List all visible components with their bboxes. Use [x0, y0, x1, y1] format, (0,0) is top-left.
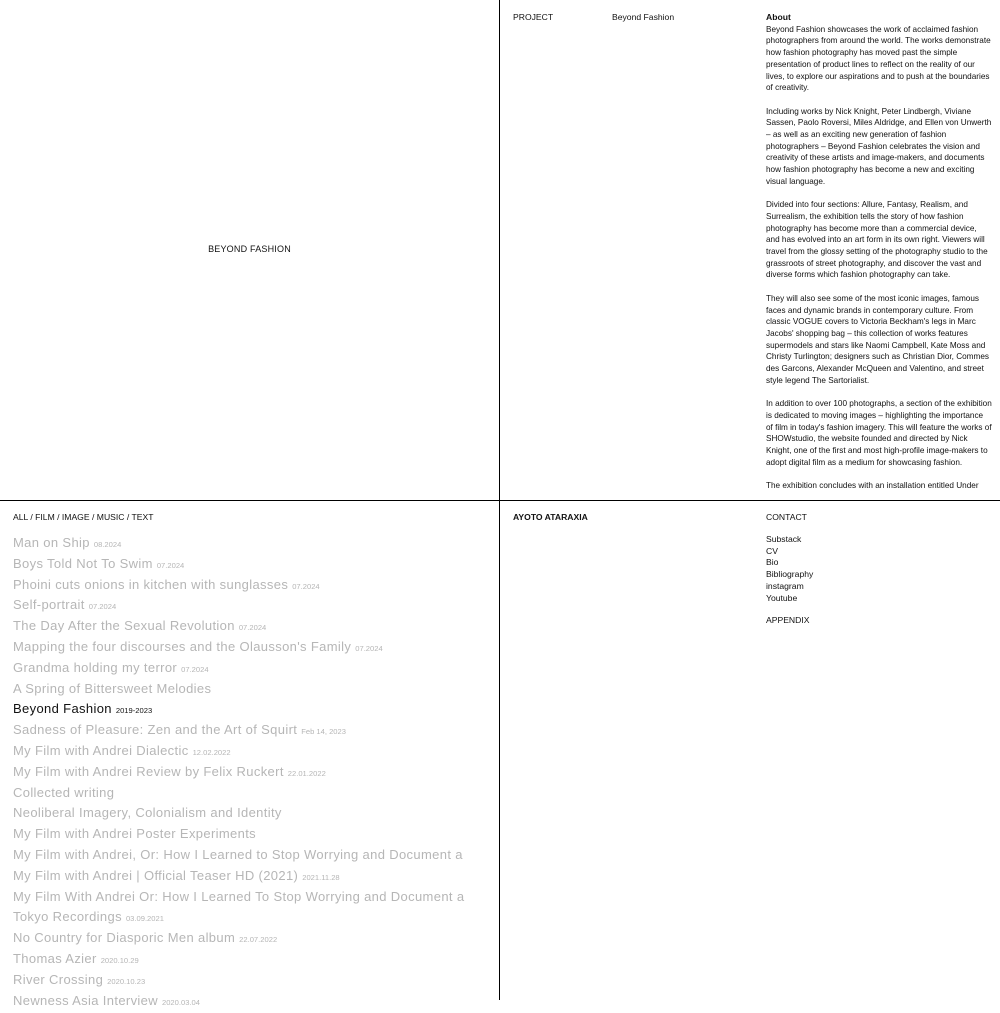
work-title[interactable]: Man on Ship: [13, 535, 90, 550]
work-title[interactable]: Boys Told Not To Swim: [13, 555, 153, 571]
work-title[interactable]: Newness Asia Interview: [13, 992, 158, 1008]
work-date: 22.01.2022: [287, 768, 326, 778]
contact-link-bio[interactable]: Bio: [766, 557, 779, 568]
work-date: 2020.03.04: [161, 997, 200, 1007]
work-item[interactable]: [13, 554, 495, 575]
work-date: 2019-2023: [115, 706, 153, 716]
filter-text[interactable]: TEXT: [131, 512, 154, 522]
contact-link-substack[interactable]: Substack: [766, 534, 802, 544]
filter-separator: /: [124, 512, 132, 522]
work-item[interactable]: [13, 803, 495, 824]
project-view-panel: [0, 0, 499, 500]
work-date: 2021.11.28: [302, 872, 340, 882]
about-paragraph: In addition to over 100 photographs, a section of the exhibition is dedicated to moving images – highlighting the importance of film in today's fashion imagery. This will feature the works of SHOWstudio, the website founded and directed by Nick Knight, one of the first and most high-profile image-makers to adopt digital film as a medium for showcasing fashion.: [766, 399, 992, 467]
work-date: 22.07.2022: [239, 935, 278, 945]
work-title[interactable]: My Film with Andrei | Official Teaser HD (2021): [13, 867, 299, 883]
work-date: 2020.10.23: [107, 976, 146, 986]
filter-image[interactable]: IMAGE: [61, 512, 90, 522]
about-section: [766, 12, 992, 503]
work-item[interactable]: [13, 533, 495, 554]
contact-link-cv[interactable]: CV: [766, 545, 778, 556]
about-paragraph: Divided into four sections: Allure, Fantasy, Realism, and Surrealism, the exhibition tells the story of how fashion photography has become more than a commercial device, and has evolved into an art form in its own right. Viewers will travel from the glossy setting of the photography studio to the grassroots of street photography, and discover the vast and diverse forms which fashion photography can take.: [766, 200, 988, 280]
work-title[interactable]: The Day After the Sexual Revolution: [13, 618, 235, 634]
work-date: 07.2024: [355, 643, 383, 653]
work-title[interactable]: Sadness of Pleasure: Zen and the Art of Squirt: [13, 722, 298, 738]
contact-links: [766, 534, 813, 604]
work-item[interactable]: [13, 720, 495, 741]
work-title[interactable]: Neoliberal Imagery, Colonialism and Identity: [13, 805, 282, 821]
work-date: 07.2024: [238, 623, 267, 633]
work-date: 08.2024: [93, 540, 122, 549]
filter-film[interactable]: FILM: [35, 512, 55, 522]
work-item[interactable]: [13, 637, 495, 658]
work-item[interactable]: [13, 845, 495, 866]
work-date: 07.2024: [156, 560, 185, 570]
work-title[interactable]: Mapping the four discourses and the Olausson's Family: [13, 638, 352, 654]
work-item[interactable]: [13, 866, 495, 887]
works-index-panel[interactable]: [0, 501, 499, 1008]
work-title[interactable]: My Film with Andrei Review by Felix Ruckert: [13, 763, 284, 779]
work-item[interactable]: [13, 699, 495, 720]
contact-link-bibliography[interactable]: Bibliography: [766, 569, 814, 580]
project-label: PROJECT: [513, 12, 554, 22]
work-title[interactable]: Self-portrait: [13, 597, 85, 613]
project-value: Beyond Fashion: [612, 12, 675, 22]
about-heading: About: [766, 12, 791, 22]
work-title[interactable]: Thomas Azier: [13, 950, 97, 966]
work-item[interactable]: [13, 970, 495, 991]
work-title[interactable]: My Film with Andrei Dialectic: [13, 742, 189, 758]
filter-separator: /: [54, 512, 62, 522]
contact-link-youtube[interactable]: Youtube: [766, 592, 798, 603]
work-item[interactable]: [13, 741, 495, 762]
contact-heading: CONTACT: [766, 512, 807, 522]
project-view-title: BEYOND FASHION: [208, 244, 291, 254]
filter-separator: /: [27, 512, 36, 522]
work-item[interactable]: [13, 762, 495, 783]
work-date: 07.2024: [88, 602, 117, 612]
work-title[interactable]: My Film with Andrei Poster Experiments: [13, 826, 257, 842]
work-date: 03.09.2021: [125, 914, 164, 924]
work-item[interactable]: [13, 907, 495, 928]
work-title[interactable]: No Country for Diasporic Men album: [13, 930, 236, 946]
work-item[interactable]: [13, 658, 495, 679]
work-item[interactable]: [13, 928, 495, 949]
work-date: 07.2024: [292, 581, 320, 591]
footer-panel: [500, 501, 1000, 1000]
work-item[interactable]: [13, 991, 495, 1012]
work-item[interactable]: [13, 595, 495, 616]
works-list: [13, 533, 495, 1011]
work-title[interactable]: My Film with Andrei, Or: How I Learned to Stop Worrying and Document a: [13, 846, 463, 862]
work-title[interactable]: River Crossing: [13, 971, 104, 987]
project-info-panel[interactable]: [500, 0, 1000, 500]
work-item[interactable]: [13, 949, 495, 970]
work-title[interactable]: A Spring of Bittersweet Melodies: [13, 680, 212, 696]
work-date: 12.02.2022: [192, 747, 231, 757]
artist-name[interactable]: AYOTO ATARAXIA: [513, 512, 588, 522]
work-item[interactable]: [13, 824, 495, 845]
work-item[interactable]: [13, 575, 495, 596]
about-paragraph: The exhibition concludes with an installation entitled Under: [766, 481, 979, 491]
filter-music[interactable]: MUSIC: [96, 512, 125, 522]
work-title[interactable]: Collected writing: [13, 784, 115, 800]
work-date: Feb 14, 2023: [301, 727, 346, 737]
appendix-link[interactable]: APPENDIX: [766, 615, 810, 625]
filter-separator: /: [89, 512, 97, 522]
work-item[interactable]: [13, 783, 495, 804]
work-date: 07.2024: [181, 664, 209, 674]
work-item[interactable]: [13, 679, 495, 700]
work-title[interactable]: Phoini cuts onions in kitchen with sunglasses: [13, 576, 289, 592]
work-item[interactable]: [13, 887, 495, 908]
work-title[interactable]: My Film With Andrei Or: How I Learned To Stop Worrying and Document a: [13, 888, 465, 904]
work-title[interactable]: Tokyo Recordings: [13, 909, 122, 925]
work-date: 2020.10.29: [100, 955, 139, 965]
work-title[interactable]: Beyond Fashion: [13, 701, 112, 717]
work-title[interactable]: Grandma holding my terror: [13, 659, 178, 675]
about-paragraph: Beyond Fashion showcases the work of acclaimed fashion photographers from around the world. The works demonstrate how fashion photography has moved past the simple presentation of product lines to reflect on the reality of our lives, to explore our aspirations and to push at the boundaries of creativity.: [766, 24, 991, 93]
category-filter: [13, 512, 153, 522]
work-item[interactable]: [13, 616, 495, 637]
about-paragraph: They will also see some of the most iconic images, famous faces and dynamic brands in contemporary culture. From classic VOGUE covers to Victoria Beckham's legs in Marc Jacobs' shopping bag – this collection of works features supermodels and stars like Naomi Campbell, Kate Moss and Christy Turlington; designers such as Christian Dior, Commes des Garcons, Alexander McQueen and Valentino, and street style legend The Sartorialist.: [766, 293, 989, 385]
about-paragraph: Including works by Nick Knight, Peter Lindbergh, Viviane Sassen, Paolo Roversi, Miles Aldridge, and Ellen von Unwerth – as well as an exciting new generation of fashion photographers – Beyond Fashion celebrates the vision and creativity of these artists and image-makers, and documents how fashion photography has become a new and exciting visual language.: [766, 106, 992, 186]
filter-all[interactable]: ALL: [13, 512, 28, 522]
contact-link-instagram[interactable]: instagram: [766, 580, 804, 591]
